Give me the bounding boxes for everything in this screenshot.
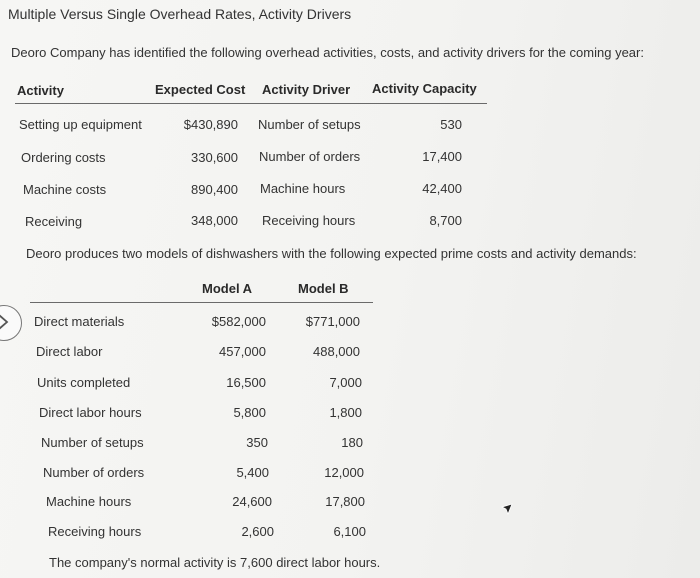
models-intro-text: Deoro produces two models of dishwashers with the following expected prime costs and activity demands:	[26, 246, 637, 261]
model-a-value: 350	[246, 435, 268, 450]
activity-driver: Receiving hours	[262, 213, 356, 228]
chevron-right-icon	[0, 314, 9, 330]
row-label: Units completed	[37, 375, 131, 390]
model-a-value: 5,400	[236, 465, 269, 480]
activity-cost: 348,000	[191, 213, 238, 228]
activity-capacity: 17,400	[422, 149, 462, 164]
row-label: Number of setups	[41, 435, 144, 450]
row-label: Machine hours	[46, 494, 132, 509]
model-a-value: 24,600	[232, 494, 272, 509]
activity-header-driver: Activity Driver	[262, 82, 351, 97]
activity-name: Machine costs	[23, 182, 107, 197]
model-b-value: $771,000	[305, 314, 360, 329]
activity-name: Setting up equipment	[19, 117, 142, 132]
model-b-value: 1,800	[329, 405, 362, 420]
activity-name: Ordering costs	[21, 150, 106, 165]
model-b-value: 488,000	[313, 344, 360, 359]
activity-header-rule	[15, 103, 487, 104]
row-label: Direct materials	[34, 314, 125, 329]
model-b-value: 7,000	[329, 375, 362, 390]
model-b-value: 6,100	[333, 524, 366, 539]
model-b-value: 17,800	[325, 494, 365, 509]
activity-header-activity: Activity	[17, 83, 64, 98]
activity-capacity: 530	[440, 117, 462, 132]
model-a-header: Model A	[202, 281, 253, 296]
model-a-value: 16,500	[226, 375, 266, 390]
expand-toggle[interactable]	[0, 305, 22, 341]
model-b-header: Model B	[298, 281, 349, 296]
row-label: Number of orders	[43, 465, 145, 480]
activity-driver: Machine hours	[260, 181, 346, 196]
activity-cost: $430,890	[183, 117, 238, 132]
page-title: Multiple Versus Single Overhead Rates, Activity Drivers	[8, 6, 352, 22]
model-b-value: 180	[341, 435, 363, 450]
activity-name: Receiving	[25, 214, 83, 229]
activity-header-cost: Expected Cost	[155, 82, 246, 97]
activity-capacity: 8,700	[429, 213, 462, 228]
model-b-value: 12,000	[324, 465, 364, 480]
intro-text: Deoro Company has identified the following overhead activities, costs, and activity drivers for the coming year:	[11, 45, 644, 60]
row-label: Receiving hours	[48, 524, 142, 539]
mouse-cursor-icon	[500, 502, 514, 521]
model-a-value: 457,000	[219, 344, 266, 359]
activity-cost: 890,400	[191, 182, 238, 197]
activity-driver: Number of orders	[259, 149, 361, 164]
activity-driver: Number of setups	[258, 117, 361, 132]
activity-cost: 330,600	[191, 150, 238, 165]
models-header-rule	[30, 302, 373, 303]
model-a-value: 5,800	[233, 405, 266, 420]
row-label: Direct labor hours	[39, 405, 142, 420]
model-a-value: $582,000	[211, 314, 266, 329]
activity-header-capacity: Activity Capacity	[372, 81, 477, 96]
activity-capacity: 42,400	[422, 181, 462, 196]
model-a-value: 2,600	[241, 524, 274, 539]
row-label: Direct labor	[36, 344, 103, 359]
footer-note: The company's normal activity is 7,600 direct labor hours.	[49, 555, 381, 570]
